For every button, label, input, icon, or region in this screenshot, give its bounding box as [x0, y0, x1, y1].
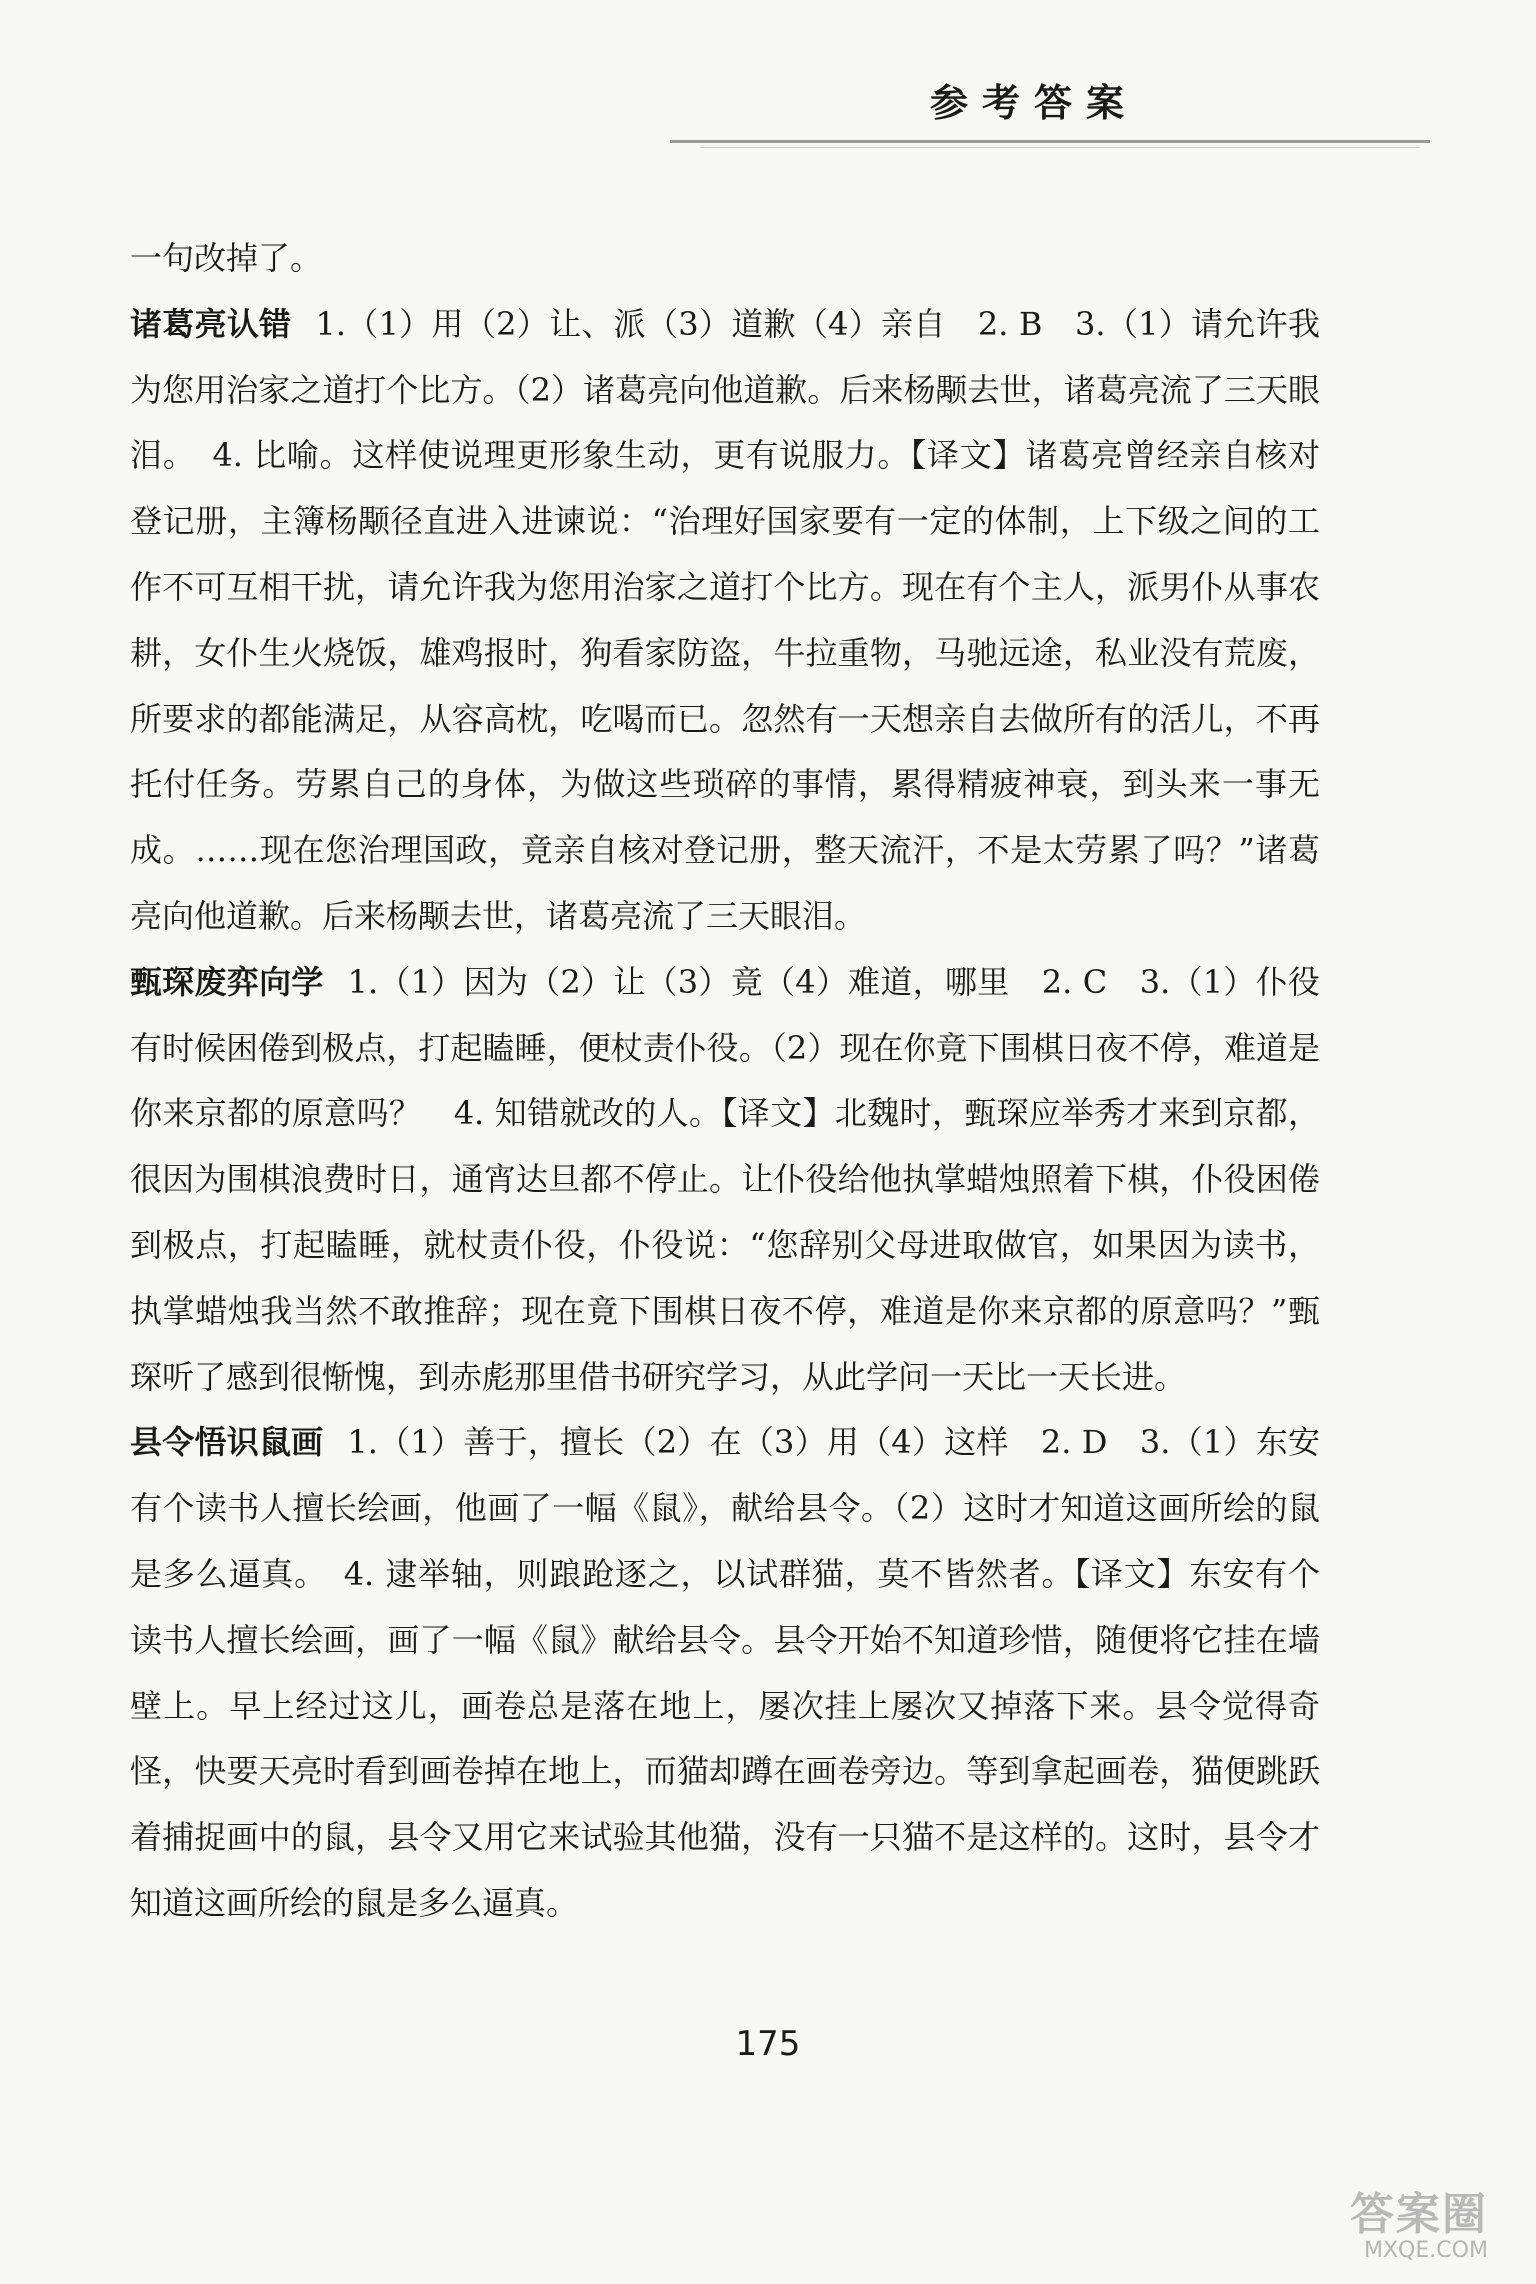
section-zhuge-liang: [130, 292, 1320, 950]
section-title: 诸葛亮认错: [130, 304, 292, 343]
answer-content: [130, 226, 1320, 1937]
header-title: 参考答案: [930, 80, 1139, 125]
section-body: 1.（1）因为（2）让（3）竟（4）难道，哪里 2. C 3.（1）仆役有时候困倦到极点，打起瞌睡，便杖责仆役。（2）现在你竟下围棋日夜不停，难道是你来京都的原意吗？ 4. 知错就改的人。【译文】北魏时，甄琛应举秀才来到京都，很因为围棋浪费时日，通宵达旦都不停止。让仆役给他执掌蜡烛照着下棋，仆役困倦到极点，打起瞌睡，就杖责仆役，仆役说：“您辞别父母进取做官，如果因为读书，执掌蜡烛我当然不敢推辞；现在竟下围棋日夜不停，难道是你来京都的原意吗？”甄琛听了感到很惭愧，到赤彪那里借书研究学习，从此学问一天比一天长进。: [130, 962, 1320, 1396]
section-body: 1.（1）善于，擅长（2）在（3）用（4）这样 2. D 3.（1）东安有个读书人擅长绘画，他画了一幅《鼠》，献给县令。（2）这时才知道这画所绘的鼠是多么逼真。 4. 逮举轴，则踉跄逐之，以试群猫，莫不皆然者。【译文】东安有个读书人擅长绘画，画了一幅《鼠》献给县令。县令开始不知道珍惜，随便将它挂在墙壁上。早上经过这儿，画卷总是落在地上，屡次挂上屡次又掉落下来。县令觉得奇怪，快要天亮时看到画卷掉在地上，而猫却蹲在画卷旁边。等到拿起画卷，猫便跳跃着捕捉画中的鼠，县令又用它来试验其他猫，没有一只猫不是这样的。这时，县令才知道这画所绘的鼠是多么逼真。: [130, 1423, 1320, 1922]
watermark: [1350, 2178, 1520, 2268]
page-number: 175: [735, 2024, 801, 2064]
watermark-logo: 答案圈: [1350, 2189, 1488, 2240]
lead-line: 一句改掉了。: [130, 239, 323, 277]
section-county-magistrate: [130, 1410, 1320, 1936]
watermark-url: MXQE.COM: [1364, 2238, 1488, 2263]
section-title: 县令悟识鼠画: [130, 1423, 324, 1462]
section-title: 甄琛废弈向学: [130, 962, 324, 1001]
section-body: 1.（1）用（2）让、派（3）道歉（4）亲自 2. B 3.（1）请允许我为您用治家之道打个比方。（2）诸葛亮向他道歉。后来杨颙去世，诸葛亮流了三天眼泪。 4. 比喻。这样使说理更形象生动，更有说服力。【译文】诸葛亮曾经亲自核对登记册，主簿杨颙径直进入进谏说：“治理好国家要有一定的体制，上下级之间的工作不可互相干扰，请允许我为您用治家之道打个比方。现在有个主人，派男仆从事农耕，女仆生火烧饭，雄鸡报时，狗看家防盗，牛拉重物，马驰远途，私业没有荒废，所要求的都能满足，从容高枕，吃喝而已。忽然有一天想亲自去做所有的活儿，不再托付任务。劳累自己的身体，为做这些琐碎的事情，累得精疲神衰，到头来一事无成。……现在您治理国政，竟亲自核对登记册，整天流汗，不是太劳累了吗？”诸葛亮向他道歉。后来杨颙去世，诸葛亮流了三天眼泪。: [130, 304, 1320, 935]
header-rule-secondary: [700, 147, 1420, 148]
section-zhen-chen: [130, 950, 1320, 1411]
header-rule: [670, 140, 1430, 143]
